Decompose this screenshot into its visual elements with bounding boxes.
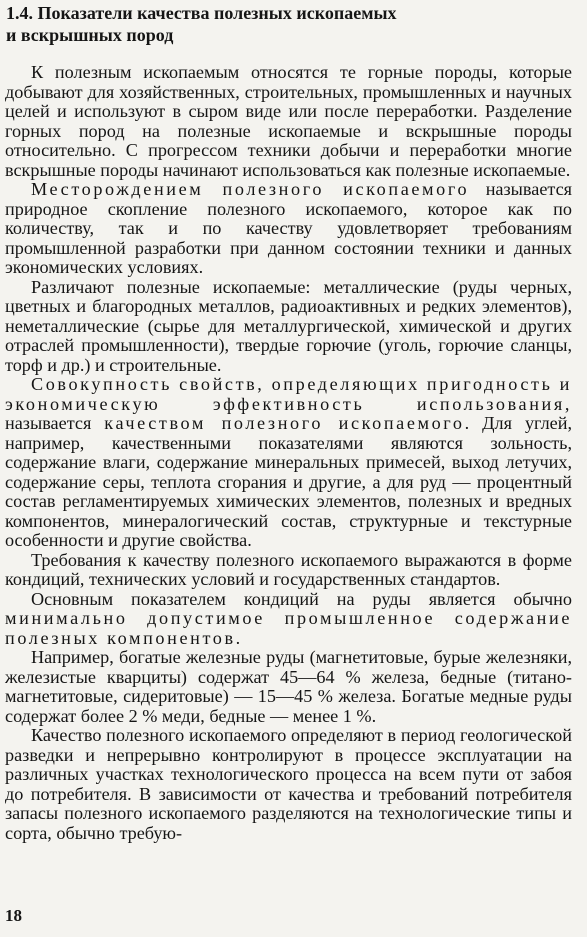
paragraph-8: Качество полезного ископаемого определяют в период геологической разведки и непрерывно контролируют в процессе эксплуатации на различных участках технологического процесса на всем пути от забоя до потребителя. В зависимости от качества и требований потребителя запасы полезного ископаемого разделяются на технологические типы и сорта, обычно требую- [5, 725, 572, 843]
paragraph-2 [5, 180, 572, 278]
paragraph-4-text: . Для углей, например, качественными показателями являются зольность, содержание влаги, содержание минеральных примесей, выход летучих, содержание серы, теплота сгорания и другие, а для руд — процентный состав регламентируемых химических элементов, полезных и вредных компонентов, минералогический состав, структурные и текстурные особенности и другие свойства. [5, 413, 572, 550]
paragraph-6 [5, 590, 572, 649]
page-number: 18 [5, 906, 22, 925]
paragraph-5: Требования к качеству полезного ископаемого выражаются в форме кондиций, технических условий и государственных стандартов. [5, 549, 572, 589]
term-properties: Совокупность свойств, определяющих пригодность и экономическую эффективность использования, [5, 374, 572, 414]
paragraph-6-end: . [235, 627, 241, 648]
term-deposit: Месторождением полезного ископаемого [31, 179, 470, 199]
paragraph-7: Например, богатые железные руды (магнетитовые, бурые железняки, железистые кварциты) содержат 45—64 % железа, бедные (титано-магнетитовые, сидеритовые) — 15—45 % железа. Богатые медные руды содержат более 2 % меди, бедные — менее 1 %. [5, 647, 572, 726]
section-heading-line-2: и вскрышных пород [6, 25, 174, 45]
paragraph-2-text: называется природное скопление полезного ископаемого, которое как по количеству, так и по качеству удовлетворяет требованиям промышленной разработки при данном состоянии техники и данных экономических условиях. [5, 179, 573, 277]
term-quality: качеством полезного ископаемого [104, 413, 465, 433]
paragraph-4 [5, 375, 572, 551]
paragraph-1: К полезным ископаемым относятся те горные породы, которые добывают для хозяйственных, строительных, промышленных и научных целей и используют в сыром виде или после переработки. Разделение горных пород на полезные ископаемые и вскрышные породы относительно. С прогрессом техники добычи и переработки многие вскрышные породы начинают использоваться как полезные ископаемые. [5, 62, 572, 180]
term-min-content: минимально допустимое промышленное содержание полезных компонентов [5, 608, 572, 648]
paragraph-6-start: Основным показателем кондиций на руды является обычно [31, 588, 572, 609]
paragraph-4-mid: называется [5, 413, 105, 433]
paragraph-3: Различают полезные ископаемые: металлические (руды черных, цветных и благородных металлов, радиоактивных и редких элементов), неметаллические (сырье для металлургической, химической и других отраслей промышленности), твердые горючие (уголь, горючие сланцы, торф и др.) и строительные. [5, 276, 572, 375]
section-heading [6, 2, 566, 46]
section-heading-line-1: 1.4. Показатели качества полезных ископаемых [6, 3, 397, 23]
body-text [5, 63, 572, 843]
